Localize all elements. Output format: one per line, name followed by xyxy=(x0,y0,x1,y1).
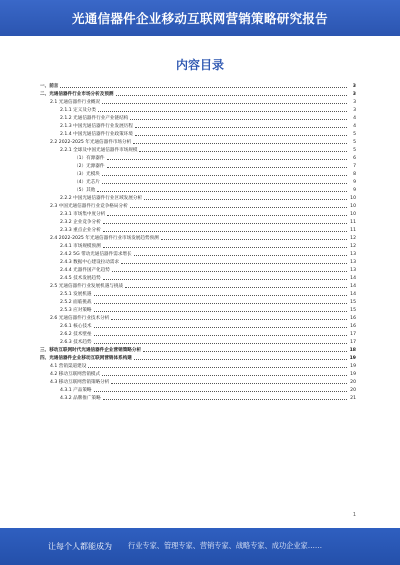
toc-leader-dots xyxy=(102,374,347,376)
toc-entry[interactable] xyxy=(40,154,356,162)
toc-entry-label: 2.3.2 企业竞争分析 xyxy=(60,220,101,225)
table-of-contents xyxy=(40,82,356,402)
toc-entry-page: 4 xyxy=(353,123,356,129)
toc-entry[interactable] xyxy=(40,298,356,306)
toc-entry[interactable] xyxy=(40,314,356,322)
toc-entry-label: 2.4 2022-2025 年光通信器件行业市场发展趋势预测 xyxy=(50,236,159,241)
toc-entry-page: 11 xyxy=(350,227,356,233)
toc-entry-label: 4.3.2 品牌推广策略 xyxy=(60,396,101,401)
toc-entry-page: 19 xyxy=(350,363,356,369)
toc-leader-dots xyxy=(144,198,347,200)
toc-entry-label: 二、光通信器件行业市场分析及预测 xyxy=(40,92,114,97)
toc-leader-dots xyxy=(107,214,347,216)
report-title: 光通信器件企业移动互联网营销策略研究报告 xyxy=(71,11,328,26)
toc-entry-page: 10 xyxy=(350,203,356,209)
toc-entry-page: 10 xyxy=(350,211,356,217)
toc-leader-dots xyxy=(103,222,347,224)
toc-leader-dots xyxy=(143,350,347,352)
toc-entry-page: 5 xyxy=(353,131,356,137)
toc-entry-label: 2.1.3 中国光通信器件行业发展历程 xyxy=(60,124,133,129)
toc-entry-page: 3 xyxy=(352,83,356,89)
toc-entry-page: 8 xyxy=(353,171,356,177)
toc-entry-label: 三、移动互联网时代光通信器件企业营销策略分析 xyxy=(40,348,142,353)
toc-entry-label: （5）其他 xyxy=(74,188,96,193)
toc-entry-page: 16 xyxy=(350,323,356,329)
toc-entry[interactable] xyxy=(40,178,356,186)
toc-entry-label: 2.6.1 核心技术 xyxy=(60,324,92,329)
toc-leader-dots xyxy=(125,286,347,288)
toc-heading: 内容目录 xyxy=(175,58,224,72)
toc-entry-page: 17 xyxy=(350,331,356,337)
toc-entry-label: 四、光通信器件企业移动互联网营销体系构建 xyxy=(40,356,132,361)
toc-entry[interactable] xyxy=(40,250,356,258)
toc-entry-page: 13 xyxy=(350,267,356,273)
toc-entry-page: 4 xyxy=(353,115,356,121)
toc-entry[interactable] xyxy=(40,186,356,194)
toc-leader-dots xyxy=(98,110,347,112)
toc-leader-dots xyxy=(102,174,347,176)
toc-entry-page: 20 xyxy=(350,387,356,393)
toc-entry-label: 2.5.3 应对策略 xyxy=(60,308,92,313)
toc-leader-dots xyxy=(102,182,347,184)
toc-leader-dots xyxy=(103,398,347,400)
toc-leader-dots xyxy=(103,278,347,280)
page-number: 1 xyxy=(352,512,356,518)
toc-leader-dots xyxy=(134,358,347,360)
report-header-bar xyxy=(0,0,400,36)
toc-leader-dots xyxy=(130,118,347,120)
toc-entry-label: 2.6.3 技术趋势 xyxy=(60,340,92,345)
toc-entry-label: 2.2 2022-2025 年光通信器件市场分析 xyxy=(50,140,132,145)
toc-entry[interactable] xyxy=(40,322,356,330)
toc-entry[interactable] xyxy=(40,162,356,170)
toc-entry-label: 2.6 光通信器件行业技术分析 xyxy=(50,316,110,321)
toc-entry-label: 4.1 营销渠道建设 xyxy=(50,364,87,369)
toc-entry-label: 2.6.2 技术壁垒 xyxy=(60,332,92,337)
toc-entry-label: 2.4.3 数据中心建设拉动需求 xyxy=(60,260,120,265)
toc-entry-label: （1）有源器件 xyxy=(74,156,105,161)
toc-entry-page: 6 xyxy=(353,155,356,161)
toc-entry-page: 3 xyxy=(352,91,356,97)
toc-entry-page: 15 xyxy=(350,307,356,313)
toc-entry[interactable] xyxy=(40,386,356,394)
toc-entry-page: 21 xyxy=(350,395,356,401)
toc-entry-page: 19 xyxy=(349,355,356,361)
toc-entry[interactable] xyxy=(40,290,356,298)
toc-leader-dots xyxy=(130,206,347,208)
toc-leader-dots xyxy=(94,334,347,336)
toc-entry-page: 7 xyxy=(353,163,356,169)
toc-entry-label: 2.3.1 市场集中度分析 xyxy=(60,212,106,217)
toc-entry-label: 4.3.1 产品策略 xyxy=(60,388,92,393)
toc-entry[interactable] xyxy=(40,122,356,130)
toc-entry[interactable] xyxy=(40,210,356,218)
toc-leader-dots xyxy=(103,246,347,248)
footer-slogan: 让每个人都能成为 xyxy=(48,542,112,551)
toc-leader-dots xyxy=(107,158,348,160)
toc-entry-page: 12 xyxy=(350,235,356,241)
toc-entry-page: 9 xyxy=(353,187,356,193)
toc-leader-dots xyxy=(135,134,347,136)
toc-entry-page: 13 xyxy=(350,259,356,265)
toc-entry-page: 17 xyxy=(350,339,356,345)
toc-entry-page: 14 xyxy=(350,275,356,281)
toc-leader-dots xyxy=(139,150,347,152)
toc-entry[interactable] xyxy=(40,266,356,274)
toc-entry-page: 5 xyxy=(353,147,356,153)
toc-entry-label: 2.4.2 5G 带动光通信器件需求增长 xyxy=(60,252,132,257)
toc-entry-label: 2.2.2 中国光通信器件行业区域发展分析 xyxy=(60,196,143,201)
toc-entry-page: 16 xyxy=(350,315,356,321)
toc-entry[interactable] xyxy=(40,306,356,314)
toc-entry-page: 14 xyxy=(350,283,356,289)
toc-entry-label: 2.1.1 定义及分类 xyxy=(60,108,97,113)
toc-entry-label: 2.5.1 发展机遇 xyxy=(60,292,92,297)
toc-entry-page: 20 xyxy=(350,379,356,385)
footer-tagline: 行业专家、管理专家、营销专家、战略专家、成功企业家…… xyxy=(128,541,323,550)
toc-entry-page: 18 xyxy=(349,347,356,353)
toc-leader-dots xyxy=(94,294,347,296)
toc-entry[interactable] xyxy=(40,394,356,402)
toc-entry[interactable] xyxy=(40,106,356,114)
toc-entry-label: 2.5.2 面临挑战 xyxy=(60,300,92,305)
toc-entry[interactable] xyxy=(40,170,356,178)
toc-leader-dots xyxy=(60,86,347,88)
toc-entry[interactable] xyxy=(40,138,356,146)
toc-leader-dots xyxy=(121,262,347,264)
toc-entry[interactable] xyxy=(40,218,356,226)
toc-entry[interactable] xyxy=(40,346,356,354)
toc-entry[interactable] xyxy=(40,242,356,250)
toc-entry-page: 19 xyxy=(350,371,356,377)
toc-entry-page: 10 xyxy=(350,195,356,201)
toc-leader-dots xyxy=(161,238,347,240)
toc-entry-label: 一、前言 xyxy=(40,84,59,89)
toc-entry[interactable] xyxy=(40,370,356,378)
toc-entry[interactable] xyxy=(40,362,356,370)
toc-leader-dots xyxy=(111,318,347,320)
toc-entry-label: 4.3 移动互联网营销策略分析 xyxy=(50,380,110,385)
toc-entry-label: 2.4.4 光器件国产化趋势 xyxy=(60,268,110,273)
toc-entry[interactable] xyxy=(40,114,356,122)
toc-entry[interactable] xyxy=(40,338,356,346)
toc-entry-label: 4.2 移动互联网营销模式 xyxy=(50,372,101,377)
toc-entry[interactable] xyxy=(40,194,356,202)
toc-leader-dots xyxy=(133,142,347,144)
toc-entry-label: 2.2.1 全球及中国光通信器件市场规模 xyxy=(60,148,138,153)
toc-entry-page: 13 xyxy=(350,251,356,257)
toc-entry[interactable] xyxy=(40,130,356,138)
toc-leader-dots xyxy=(94,390,347,392)
toc-entry[interactable] xyxy=(40,282,356,290)
toc-entry-page: 12 xyxy=(350,243,356,249)
footer-bar xyxy=(0,528,400,565)
toc-leader-dots xyxy=(112,270,347,272)
toc-entry[interactable] xyxy=(40,234,356,242)
toc-leader-dots xyxy=(94,310,347,312)
toc-leader-dots xyxy=(94,302,347,304)
toc-entry-label: 2.4.5 技术发展趋势 xyxy=(60,276,101,281)
toc-entry[interactable] xyxy=(40,146,356,154)
toc-leader-dots xyxy=(103,230,347,232)
toc-entry[interactable] xyxy=(40,226,356,234)
toc-leader-dots xyxy=(107,166,348,168)
toc-entry-page: 14 xyxy=(350,291,356,297)
toc-entry-page: 11 xyxy=(350,219,356,225)
toc-leader-dots xyxy=(88,366,347,368)
toc-entry-label: （4）光芯片 xyxy=(74,180,100,185)
toc-entry-page: 9 xyxy=(353,179,356,185)
toc-entry[interactable] xyxy=(40,98,356,106)
toc-leader-dots xyxy=(134,254,347,256)
toc-entry-page: 5 xyxy=(353,139,356,145)
toc-entry-label: 2.1.4 中国光通信器件行业政策环境 xyxy=(60,132,133,137)
toc-entry-label: 2.5 光通信器件行业发展机遇与挑战 xyxy=(50,284,124,289)
toc-entry-label: 2.3.3 重点企业分析 xyxy=(60,228,101,233)
toc-entry-label: 2.3 中国光通信器件行业竞争格局分析 xyxy=(50,204,128,209)
toc-leader-dots xyxy=(116,94,347,96)
toc-entry-label: 2.4.1 市场规模预测 xyxy=(60,244,101,249)
toc-entry[interactable] xyxy=(40,202,356,210)
toc-entry[interactable] xyxy=(40,378,356,386)
toc-entry-page: 3 xyxy=(353,99,356,105)
toc-entry-label: 2.1.2 光通信器件行业产业链结构 xyxy=(60,116,129,121)
toc-entry[interactable] xyxy=(40,258,356,266)
toc-leader-dots xyxy=(111,382,347,384)
toc-leader-dots xyxy=(102,102,347,104)
toc-entry[interactable] xyxy=(40,330,356,338)
toc-entry[interactable] xyxy=(40,82,356,90)
toc-entry[interactable] xyxy=(40,90,356,98)
toc-entry-label: 2.1 光通信器件行业概况 xyxy=(50,100,101,105)
toc-leader-dots xyxy=(97,190,347,192)
toc-entry-page: 3 xyxy=(353,107,356,113)
toc-leader-dots xyxy=(135,126,347,128)
toc-entry-page: 15 xyxy=(350,299,356,305)
toc-leader-dots xyxy=(94,342,347,344)
toc-entry-label: （2）无源器件 xyxy=(74,164,105,169)
toc-entry[interactable] xyxy=(40,354,356,362)
toc-entry[interactable] xyxy=(40,274,356,282)
toc-entry-label: （3）光模块 xyxy=(74,172,100,177)
toc-leader-dots xyxy=(94,326,347,328)
